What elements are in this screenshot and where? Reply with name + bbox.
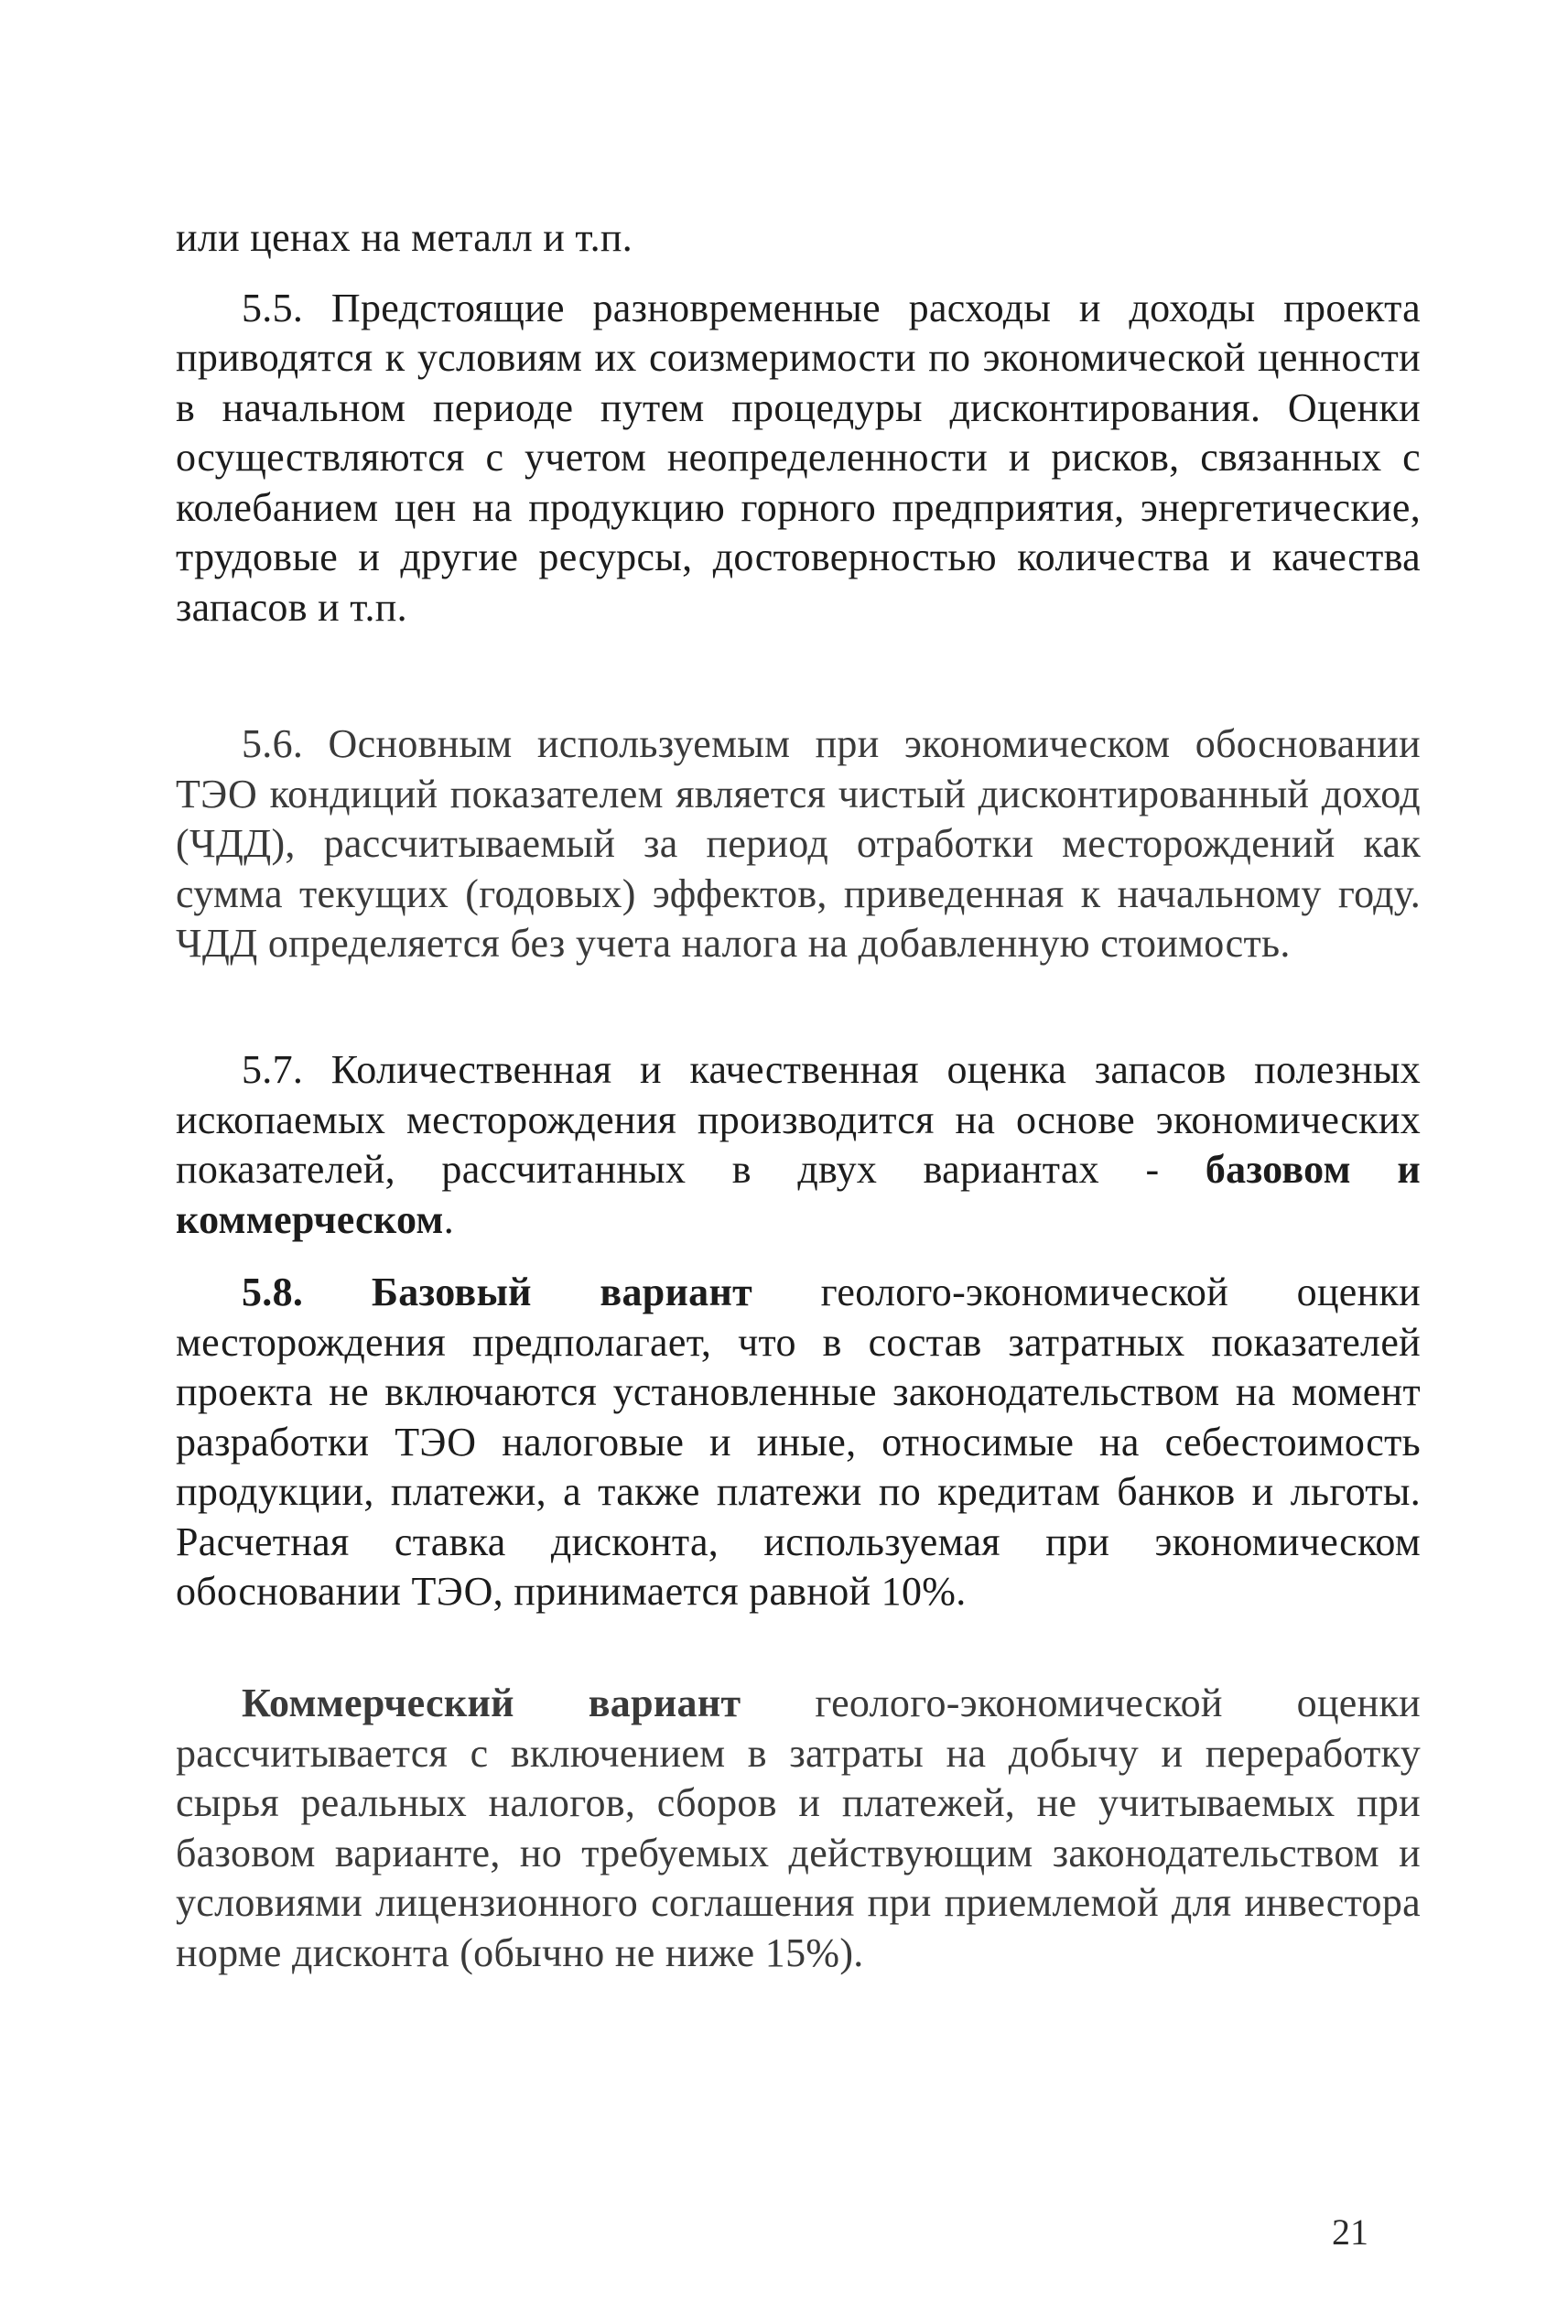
paragraph-5-8-num: 5.8. <box>242 1270 304 1314</box>
continuation-line: или ценах на металл и т.п. <box>176 215 633 260</box>
page-number: 21 <box>1332 2211 1368 2253</box>
paragraph-5-7 <box>176 1045 1421 1245</box>
paragraph-5-7-end: . <box>443 1196 455 1242</box>
body-text-top <box>176 213 1421 632</box>
paragraph-commercial <box>176 1679 1421 1978</box>
paragraph-5-7-bold: базовом и коммерческом <box>176 1147 1421 1242</box>
paragraph-commercial-text: геолого-экономической оценки рассчитывается с включением в затраты на добычу и переработку сырья реальных налогов, сборов и платежей, не учитываемых при базовом варианте, но требуемых действующим законодательством и условиями лицензионного соглашения при приемлемой для инвестора норме дисконта (обычно не ниже 15%). <box>176 1681 1422 1975</box>
paragraph-5-8-bold: Базовый вариант <box>371 1270 753 1314</box>
body-text-middle <box>176 719 1421 969</box>
paragraph-5-8 <box>176 1268 1421 1617</box>
body-text-commercial-variant <box>176 1679 1421 1978</box>
paragraph-5-5: 5.5. Предстоящие разновременные расходы и доходы проекта приводятся к условиям их соизмеримости по экономической ценности в начальном периоде путем процедуры дисконтирования. Оценки осуществляются с учетом неопределенности и рисков, связанных с колебанием цен на продукцию горного предприятия, энергетические, трудовые и другие ресурсы, достоверностью количества и качества запасов и т.п. <box>176 285 1421 630</box>
paragraph-5-7-text: 5.7. Количественная и качественная оценка запасов полезных ископаемых месторождения производится на основе экономических показателей, рассчитанных в двух вариантах - <box>176 1047 1421 1192</box>
paragraph-commercial-bold: Коммерческий вариант <box>242 1681 741 1725</box>
body-text-base-variant <box>176 1268 1421 1617</box>
body-text-lower <box>176 1045 1421 1245</box>
paragraph-5-8-text: геолого-экономической оценки месторождения предполагает, что в состав затратных показателей проекта не включаются установленные законодательством на момент разработки ТЭО налоговые и иные, относимые на себестоимость продукции, платежи, а также платежи по кредитам банков и льготы. Расчетная ставка дисконта, используемая при экономическом обосновании ТЭО, принимается равной 10%. <box>176 1270 1421 1614</box>
paragraph-5-6: 5.6. Основным используемым при экономическом обосновании ТЭО кондиций показателем является чистый дисконтированный доход (ЧДД), рассчитываемый за период отработки месторождений как сумма текущих (годовых) эффектов, приведенная к начальному году. ЧДД определяется без учета налога на добавленную стоимость. <box>176 721 1421 966</box>
